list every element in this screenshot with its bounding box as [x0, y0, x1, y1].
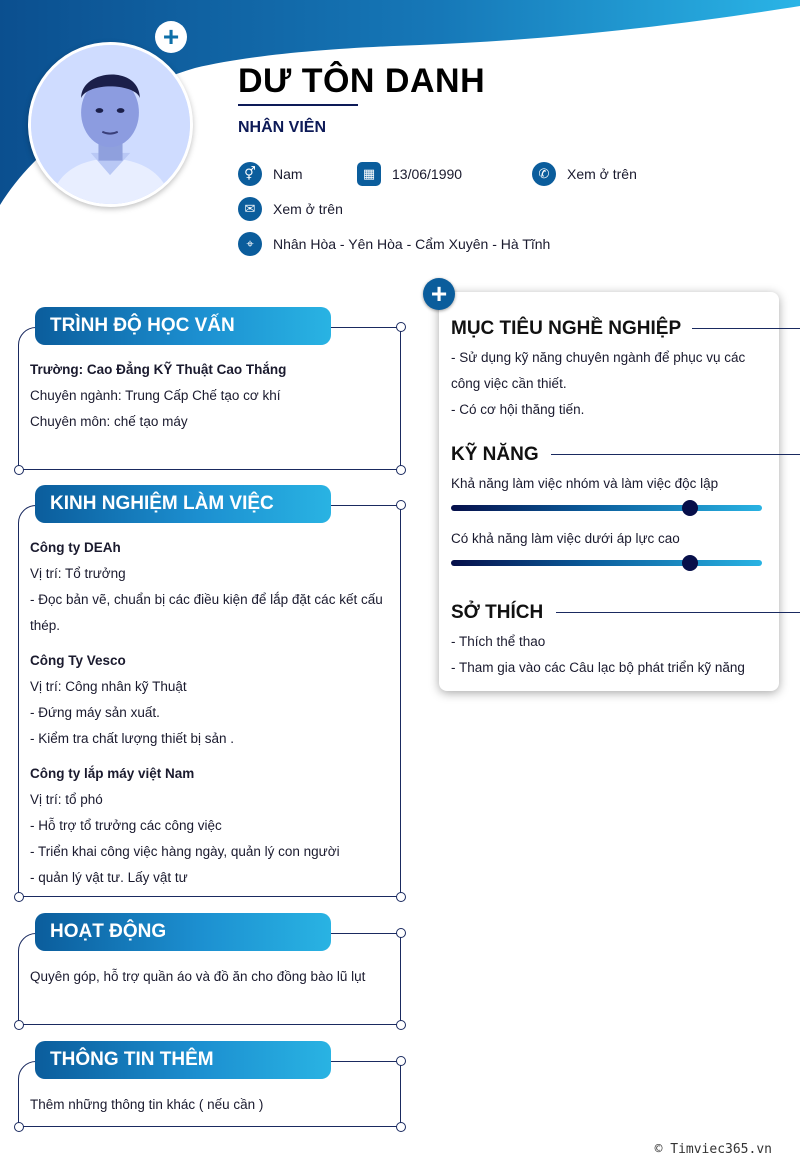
contact-phone [532, 162, 637, 186]
candidate-name: DƯ TÔN DANH [238, 62, 486, 100]
frame-dot [396, 1056, 406, 1066]
frame-dot [396, 892, 406, 902]
objective-line: công việc cần thiết. [451, 376, 567, 391]
frame-dot [14, 1122, 24, 1132]
objective-heading: MỤC TIÊU NGHỀ NGHIỆP [451, 318, 682, 339]
job-duty: - Triển khai công việc hàng ngày, quản lý con người [30, 844, 340, 859]
hobbies-heading: SỞ THÍCH [451, 602, 544, 623]
hobby-line: - Tham gia vào các Câu lạc bộ phát triển kỹ năng [451, 660, 745, 675]
frame-dot [396, 1122, 406, 1132]
add-section-button[interactable]: + [423, 278, 455, 310]
calendar-icon: ▦ [357, 162, 381, 186]
skill-label: Khả năng làm việc nhóm và làm việc độc lập [451, 476, 719, 491]
email-value: Xem ở trên [273, 201, 343, 217]
email-icon: ✉ [238, 197, 262, 221]
hobby-line: - Thích thể thao [451, 634, 546, 649]
avatar-photo [28, 42, 193, 207]
job-duty: - Kiểm tra chất lượng thiết bị sản . [30, 731, 234, 746]
additional-text: Thêm những thông tin khác ( nếu cần ) [30, 1097, 264, 1112]
frame-dot [396, 1020, 406, 1030]
location-pin-icon: ⌖ [238, 232, 262, 256]
phone-icon: ✆ [532, 162, 556, 186]
experience-content [30, 535, 383, 891]
job-company: Công ty lắp máy việt Nam [30, 766, 195, 781]
frame-dot [396, 465, 406, 475]
job-company: Công ty DEAh [30, 540, 121, 555]
skills-heading: KỸ NĂNG [451, 444, 539, 465]
frame-dot [14, 465, 24, 475]
job-company: Công Ty Vesco [30, 653, 126, 668]
heading-rule [692, 328, 800, 329]
education-specialty: Chuyên môn: chế tạo máy [30, 414, 188, 429]
activities-heading: HOẠT ĐỘNG [35, 913, 331, 951]
job-position: Vị trí: Tổ trưởng [30, 566, 126, 581]
education-heading: TRÌNH ĐỘ HỌC VẤN [35, 307, 331, 345]
job-position: Vị trí: tổ phó [30, 792, 103, 807]
job-duty: - quản lý vật tư. Lấy vật tư [30, 870, 188, 885]
hobbies-content [451, 629, 745, 681]
contact-gender [238, 162, 303, 186]
job-title: NHÂN VIÊN [238, 119, 327, 136]
objective-line: - Có cơ hội thăng tiến. [451, 402, 585, 417]
skill-bar [451, 505, 762, 511]
objective-content [451, 345, 745, 423]
footer-credit: © Timviec365.vn [654, 1142, 772, 1157]
contact-birthday [357, 162, 462, 186]
education-major: Chuyên ngành: Trung Cấp Chế tạo cơ khí [30, 388, 281, 403]
address-value: Nhân Hòa - Yên Hòa - Cẩm Xuyên - Hà Tĩnh [273, 236, 551, 252]
job-duty: - Hỗ trợ tổ trưởng các công việc [30, 818, 222, 833]
education-content [30, 357, 286, 435]
frame-dot [396, 928, 406, 938]
skill-bar [451, 560, 762, 566]
job-duty: thép. [30, 618, 61, 633]
heading-rule [551, 454, 800, 455]
job-duty: - Đứng máy sản xuất. [30, 705, 160, 720]
name-underline [238, 104, 358, 106]
add-photo-button[interactable]: + [155, 21, 187, 53]
additional-heading: THÔNG TIN THÊM [35, 1041, 331, 1079]
job-duty: - Đọc bản vẽ, chuẩn bị các điều kiện để lắp đặt các kết cấu [30, 592, 383, 607]
education-school: Trường: Cao Đẳng KỸ Thuật Cao Thắng [30, 362, 287, 377]
contact-address [238, 232, 550, 256]
activities-text: Quyên góp, hỗ trợ quần áo và đồ ăn cho đồng bào lũ lụt [30, 969, 366, 984]
experience-heading: KINH NGHIỆM LÀM VIỆC [35, 485, 331, 523]
phone-value: Xem ở trên [567, 166, 637, 182]
birthday-value: 13/06/1990 [392, 166, 463, 182]
objective-line: - Sử dụng kỹ năng chuyên ngành để phục vụ các [451, 350, 746, 365]
skill-label: Có khả năng làm việc dưới áp lực cao [451, 531, 680, 546]
frame-dot [396, 322, 406, 332]
contact-email [238, 197, 343, 221]
heading-rule [556, 612, 800, 613]
frame-dot [14, 1020, 24, 1030]
gender-value: Nam [273, 166, 303, 182]
gender-icon: ⚥ [238, 162, 262, 186]
frame-dot [14, 892, 24, 902]
job-position: Vị trí: Công nhân kỹ Thuật [30, 679, 187, 694]
frame-dot [396, 500, 406, 510]
